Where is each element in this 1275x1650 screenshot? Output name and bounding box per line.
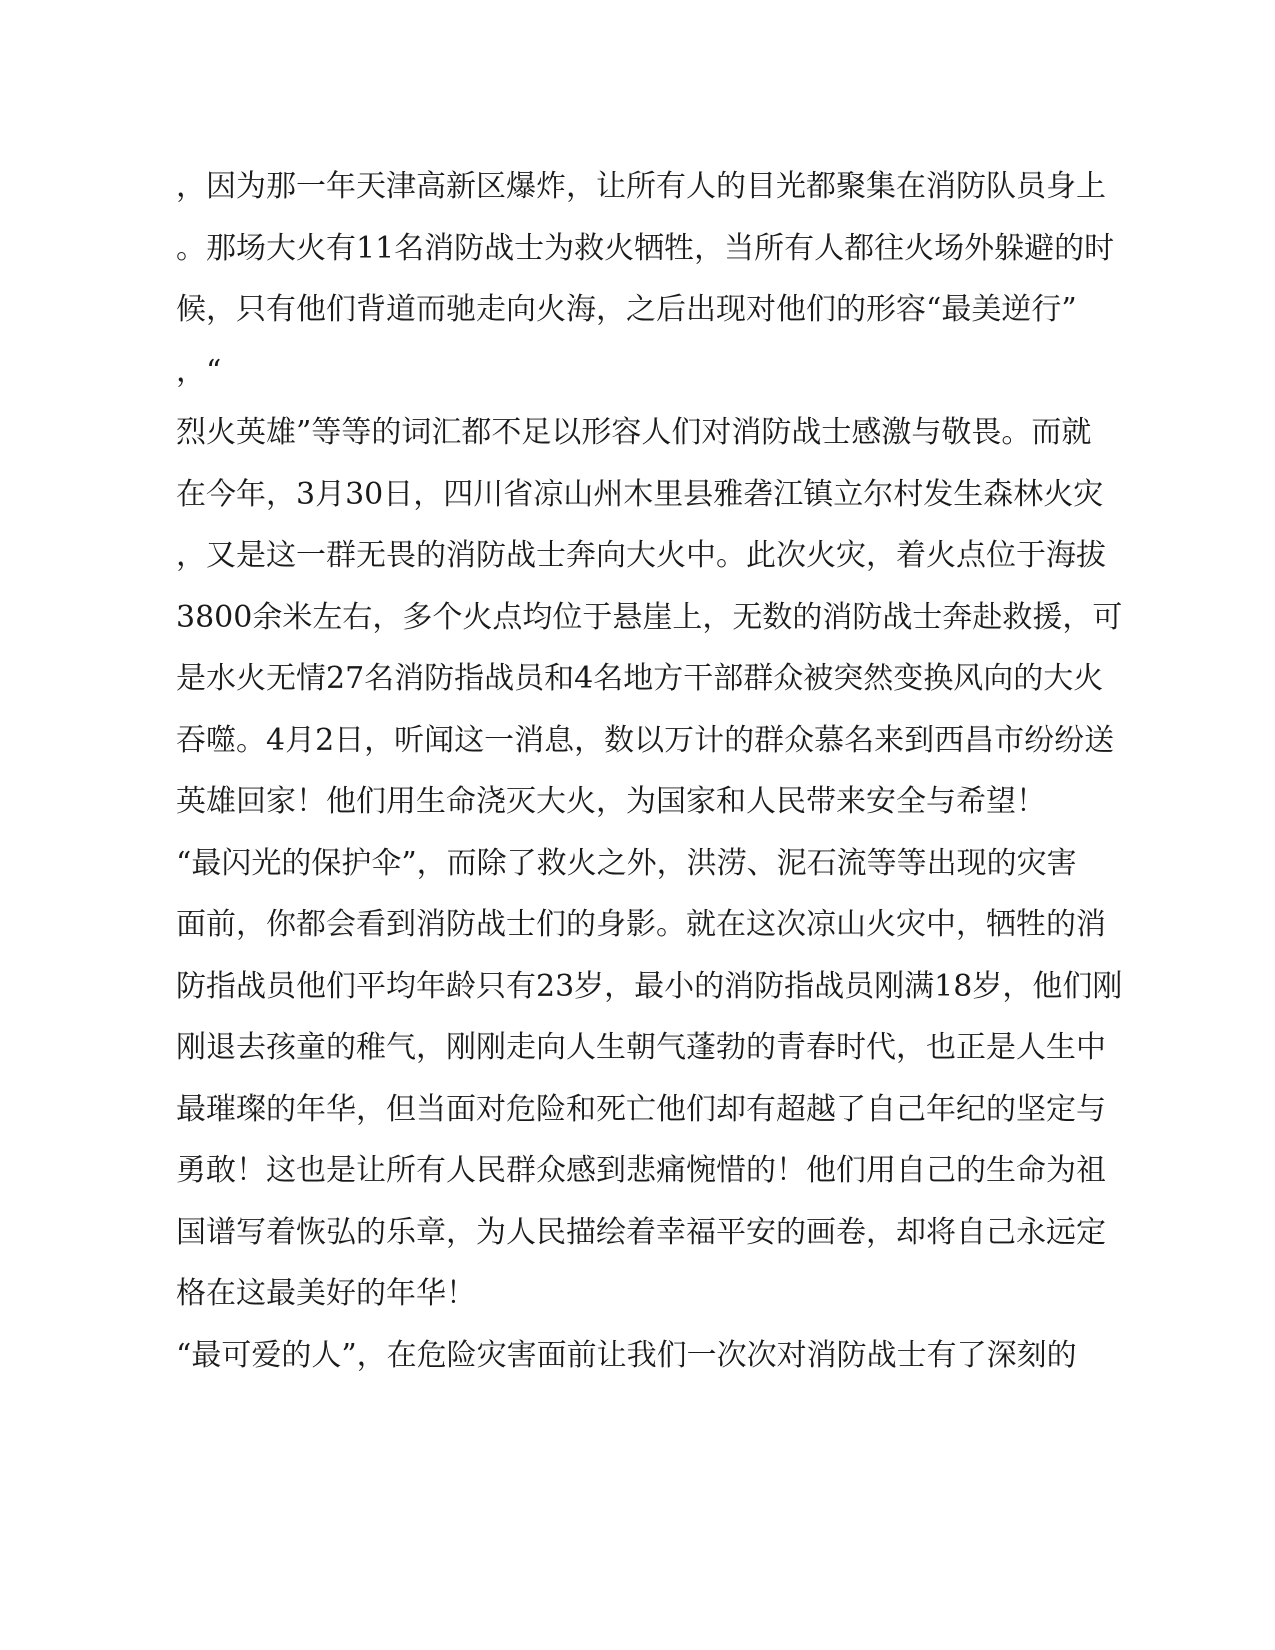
text-line: 面前，你都会看到消防战士们的身影。就在这次凉山火灾中，牺牲的消 [176,907,1106,942]
text-line: ，因为那一年天津高新区爆炸，让所有人的目光都聚集在消防队员身上 [176,169,1106,204]
text-line: 在今年，3月30日，四川省凉山州木里县雅砻江镇立尔村发生森林火灾 [176,476,1104,512]
text-line: 最璀璨的年华，但当面对危险和死亡他们却有超越了自己年纪的坚定与 [176,1091,1106,1127]
text-line: “最可爱的人”，在危险灾害面前让我们一次次对消防战士有了深刻的 [176,1337,1077,1373]
text-line: 英雄回家！他们用生命浇灭大火，为国家和人民带来安全与希望！ [176,784,1046,819]
text-line: 格在这最美好的年华！ [176,1276,476,1311]
body-text [176,156,1123,1386]
text-line: 刚退去孩童的稚气，刚刚走向人生朝气蓬勃的青春时代，也正是人生中 [176,1030,1106,1065]
text-line: 勇敢！这也是让所有人民群众感到悲痛惋惜的！他们用自己的生命为祖 [176,1153,1106,1188]
text-line: ，“ [176,353,222,389]
text-line: 烈火英雄”等等的词汇都不足以形容人们对消防战士感激与敬畏。而就 [176,415,1092,450]
text-line: 3800余米左右，多个火点均位于悬崖上，无数的消防战士奔赴救援，可 [176,599,1123,635]
text-line: 防指战员他们平均年龄只有23岁，最小的消防指战员刚满18岁，他们刚 [176,968,1123,1004]
text-line: 吞噬。4月2日，听闻这一消息，数以万计的群众慕名来到西昌市纷纷送 [176,722,1115,758]
text-line: 是水火无情27名消防指战员和4名地方干部群众被突然变换风向的大火 [176,661,1104,696]
text-line: 。那场大火有11名消防战士为救火牺牲，当所有人都往火场外躲避的时 [176,230,1115,266]
text-line: ，又是这一群无畏的消防战士奔向大火中。此次火灾，着火点位于海拔 [176,538,1106,573]
text-line: “最闪光的保护伞”，而除了救火之外，洪涝、泥石流等等出现的灾害 [176,845,1077,881]
text-line: 候，只有他们背道而驰走向火海，之后出现对他们的形容“最美逆行” [176,292,1077,327]
text-line: 国谱写着恢弘的乐章，为人民描绘着幸福平安的画卷，却将自己永远定 [176,1214,1106,1250]
